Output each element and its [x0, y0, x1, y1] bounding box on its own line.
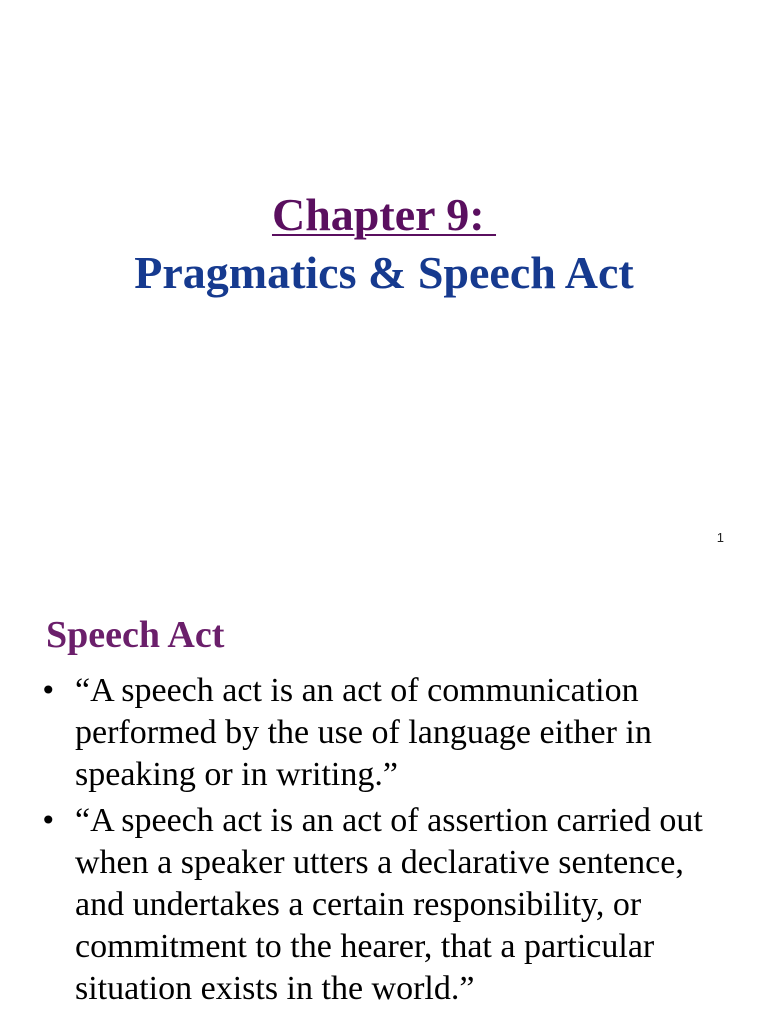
bullet-list: [0, 670, 768, 1014]
bullet-text: “A speech act is an act of communication performed by the use of language either in speaking or in writing.”: [75, 672, 652, 793]
slide-number: 1: [716, 530, 724, 545]
bullet-item: [0, 800, 768, 1010]
section-heading: Speech Act: [46, 614, 225, 656]
bullet-text: “A speech act is an act of assertion carried out when a speaker utters a declarative sentence, and undertakes a certain responsibility, or commitment to the hearer, that a particular situation exists in the world.”: [75, 802, 703, 1007]
slide-title: Pragmatics & Speech Act: [134, 247, 634, 298]
bullet-item: [0, 670, 768, 796]
bullet-icon: •: [40, 804, 57, 837]
bullet-icon: •: [40, 674, 57, 707]
chapter-label: Chapter 9:: [271, 189, 497, 240]
title-slide: [0, 188, 768, 302]
